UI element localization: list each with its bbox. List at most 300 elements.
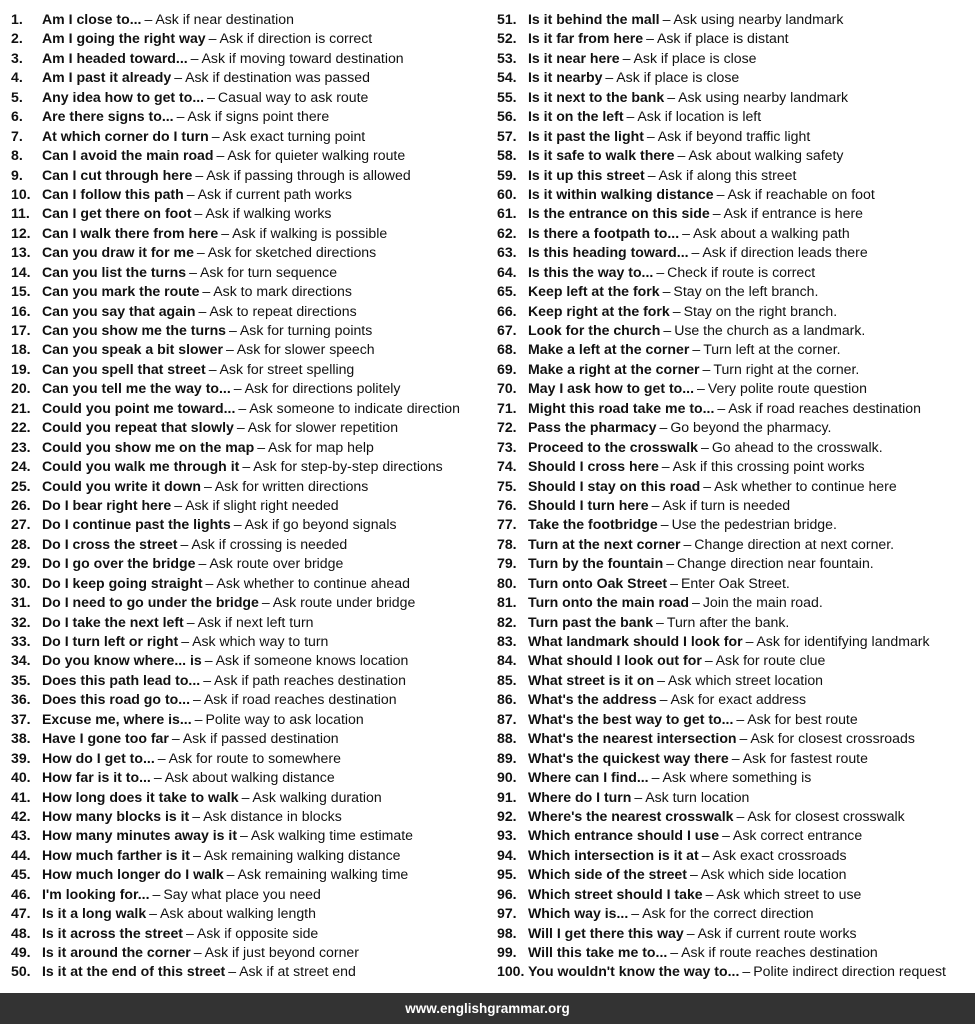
item-phrase: Can I cut through here [42, 166, 193, 183]
item-number: 79. [497, 555, 517, 572]
item-phrase: What landmark should I look for [528, 633, 743, 649]
item-number: 5. [11, 88, 23, 105]
item-number: 48. [11, 924, 31, 941]
item-separator: – [692, 594, 700, 611]
item-separator: – [261, 594, 270, 611]
item-separator: – [745, 633, 754, 649]
item-description: Ask if location is left [637, 108, 762, 125]
item-separator: – [605, 69, 614, 86]
list-item [497, 457, 969, 476]
item-separator: – [144, 11, 153, 27]
item-description: Turn after the bank. [666, 613, 790, 630]
item-number: 60. [497, 185, 517, 202]
item-phrase: How many minutes away is it [42, 827, 238, 844]
item-phrase: What's the nearest intersection [528, 730, 737, 747]
item-separator: – [198, 302, 207, 319]
item-separator: – [697, 380, 705, 397]
item-phrase: Is there a footpath to... [528, 224, 680, 241]
item-number: 74. [497, 458, 517, 475]
item-number: 6. [11, 108, 23, 125]
item-number: 10. [11, 185, 31, 202]
item-phrase: Is this heading toward... [528, 244, 689, 261]
list-item [497, 535, 969, 554]
list-item [497, 515, 969, 534]
item-description: Ask if near destination [155, 11, 294, 27]
item-number: 76. [497, 496, 517, 513]
item-separator: – [651, 496, 660, 513]
item-number: 18. [11, 341, 31, 358]
item-separator: – [196, 244, 205, 261]
item-number: 51. [497, 11, 517, 27]
item-phrase: Do I keep going straight [42, 574, 203, 591]
right-column [497, 10, 969, 982]
item-phrase: What should I look out for [528, 652, 702, 669]
item-number: 72. [497, 419, 517, 436]
item-phrase: Should I turn here [528, 496, 649, 513]
item-separator: – [216, 147, 225, 164]
item-description: Ask if just beyond corner [204, 944, 359, 960]
item-separator: – [157, 749, 166, 766]
item-description: Ask if passing through is allowed [206, 166, 411, 183]
item-phrase: Can you draw it for me [42, 244, 194, 261]
item-number: 62. [497, 224, 517, 241]
item-separator: – [622, 49, 631, 66]
item-separator: – [171, 730, 180, 747]
item-phrase: Is it within walking distance [528, 185, 714, 202]
item-description: Ask using nearby landmark [678, 88, 849, 105]
list-item [497, 768, 969, 787]
item-number: 81. [497, 594, 517, 611]
item-number: 84. [497, 652, 517, 669]
item-separator: – [736, 807, 745, 824]
list-item [11, 807, 489, 826]
item-separator: – [208, 360, 217, 377]
item-description: Casual way to ask route [217, 88, 369, 105]
item-number: 19. [11, 360, 31, 377]
item-description: Polite indirect direction request [753, 963, 946, 980]
item-separator: – [666, 555, 675, 572]
item-separator: – [646, 127, 655, 144]
list-item [11, 399, 489, 418]
item-separator: – [626, 108, 635, 125]
item-number: 80. [497, 574, 517, 591]
item-number: 95. [497, 866, 517, 883]
item-phrase: How far is it to... [42, 769, 151, 786]
item-separator: – [228, 963, 237, 980]
item-phrase: Where's the nearest crosswalk [528, 807, 734, 824]
item-phrase: Do I turn left or right [42, 633, 179, 649]
item-number: 32. [11, 613, 31, 630]
item-phrase: Could you write it down [42, 477, 201, 494]
item-description: Ask if destination was passed [185, 69, 370, 86]
item-description: Ask exact turning point [222, 127, 366, 144]
item-phrase: Is it up this street [528, 166, 645, 183]
item-number: 31. [11, 594, 31, 611]
list-item [11, 477, 489, 496]
item-description: Ask someone to indicate direction [249, 399, 460, 416]
item-description: Ask if along this street [658, 166, 797, 183]
item-number: 97. [497, 905, 517, 922]
item-description: Ask if next left turn [197, 613, 314, 630]
item-description: Ask if turn is needed [662, 496, 791, 513]
list-item [11, 749, 489, 768]
item-separator: – [683, 535, 692, 552]
item-description: Ask for best route [747, 710, 858, 727]
item-separator: – [656, 263, 665, 280]
item-description: Ask whether to continue ahead [216, 574, 410, 591]
list-item [497, 418, 969, 437]
item-description: Ask remaining walking distance [203, 846, 401, 863]
item-phrase: Can I follow this path [42, 185, 184, 202]
item-separator: – [662, 11, 671, 27]
item-number: 73. [497, 438, 517, 455]
item-description: Ask walking time estimate [250, 827, 414, 844]
list-item [497, 690, 969, 709]
item-phrase: Will I get there this way [528, 924, 684, 941]
list-item [497, 710, 969, 729]
item-number: 36. [11, 691, 31, 708]
item-description: Ask for street spelling [219, 360, 355, 377]
list-item [11, 904, 489, 923]
item-description: Ask for turning points [239, 322, 373, 338]
item-separator: – [208, 30, 217, 47]
item-phrase: Might this road take me to... [528, 399, 715, 416]
item-separator: – [742, 963, 751, 980]
item-description: Ask for fastest route [742, 749, 868, 766]
item-phrase: Is it nearby [528, 69, 603, 86]
item-number: 91. [497, 788, 517, 805]
item-number: 34. [11, 652, 31, 669]
item-phrase: What's the address [528, 691, 657, 708]
item-phrase: Take the footbridge [528, 516, 658, 533]
item-description: Ask if current route works [697, 924, 857, 941]
item-number: 50. [11, 963, 31, 980]
item-number: 59. [497, 166, 517, 183]
item-number: 26. [11, 496, 31, 513]
item-separator: – [221, 224, 230, 241]
list-item [11, 865, 489, 884]
item-description: Ask if place is close [633, 49, 757, 66]
item-phrase: Look for the church [528, 322, 661, 338]
item-number: 61. [497, 205, 517, 222]
item-description: Stay on the right branch. [683, 302, 838, 319]
item-separator: – [662, 283, 671, 300]
item-phrase: Make a right at the corner [528, 360, 700, 377]
list-item [497, 496, 969, 515]
item-description: Ask which street to use [716, 885, 862, 902]
item-description: Ask route over bridge [209, 555, 344, 572]
item-description: Ask if walking is possible [232, 224, 388, 241]
list-item [11, 943, 489, 962]
list-item [497, 49, 969, 68]
item-description: Ask which way to turn [192, 633, 329, 649]
item-number: 88. [497, 730, 517, 747]
list-item [497, 360, 969, 379]
list-item [11, 690, 489, 709]
item-description: Ask whether to continue here [714, 477, 897, 494]
list-item [11, 224, 489, 243]
item-description: Ask if reachable on foot [727, 185, 875, 202]
list-item [11, 535, 489, 554]
item-phrase: Could you show me on the map [42, 438, 255, 455]
item-phrase: Is it safe to walk there [528, 147, 675, 164]
item-description: Ask for identifying landmark [756, 633, 930, 649]
list-item [11, 321, 489, 340]
item-number: 47. [11, 905, 31, 922]
item-number: 35. [11, 671, 31, 688]
item-number: 21. [11, 399, 31, 416]
item-description: Ask distance in blocks [203, 807, 342, 824]
item-number: 29. [11, 555, 31, 572]
item-number: 77. [497, 516, 517, 533]
item-phrase: Keep left at the fork [528, 283, 660, 300]
item-phrase: Can you list the turns [42, 263, 187, 280]
item-number: 67. [497, 322, 517, 338]
item-description: Ask to repeat directions [209, 302, 357, 319]
item-number: 56. [497, 108, 517, 125]
item-number: 90. [497, 769, 517, 786]
item-separator: – [700, 438, 709, 455]
item-phrase: How much farther is it [42, 846, 191, 863]
item-number: 55. [497, 88, 517, 105]
item-number: 25. [11, 477, 31, 494]
list-item [497, 904, 969, 923]
item-description: Ask exact crossroads [712, 846, 847, 863]
item-number: 87. [497, 710, 517, 727]
list-item [11, 243, 489, 262]
item-phrase: How do I get to... [42, 749, 155, 766]
item-number: 63. [497, 244, 517, 261]
item-number: 58. [497, 147, 517, 164]
item-phrase: Could you walk me through it [42, 458, 240, 475]
list-item [497, 399, 969, 418]
item-description: Ask if entrance is here [723, 205, 863, 222]
item-phrase: What's the quickest way there [528, 749, 729, 766]
item-phrase: Pass the pharmacy [528, 419, 657, 436]
left-column [11, 10, 489, 982]
item-phrase: Which intersection is it at [528, 846, 699, 863]
list-item [11, 651, 489, 670]
item-number: 98. [497, 924, 517, 941]
item-phrase: Do I need to go under the bridge [42, 594, 259, 611]
list-item [497, 651, 969, 670]
item-phrase: Can you mark the route [42, 283, 200, 300]
item-separator: – [689, 866, 698, 883]
list-item [11, 496, 489, 515]
list-item [11, 885, 489, 904]
item-description: Ask which side location [700, 866, 847, 883]
item-phrase: Proceed to the crosswalk [528, 438, 698, 455]
item-phrase: Could you point me toward... [42, 399, 236, 416]
item-description: Polite way to ask location [205, 710, 364, 727]
item-separator: – [203, 477, 212, 494]
list-item [497, 671, 969, 690]
list-item [11, 457, 489, 476]
list-item [497, 865, 969, 884]
list-item [497, 107, 969, 126]
item-number: 7. [11, 127, 23, 144]
item-number: 20. [11, 380, 31, 397]
item-description: Ask for written directions [214, 477, 369, 494]
item-phrase: Is this the way to... [528, 263, 654, 280]
item-description: Ask if road reaches destination [203, 691, 397, 708]
list-item [11, 632, 489, 651]
item-description: Very polite route question [707, 380, 867, 397]
item-phrase: Is it far from here [528, 30, 644, 47]
item-phrase: Are there signs to... [42, 108, 174, 125]
item-separator: – [194, 710, 203, 727]
list-item [497, 204, 969, 223]
item-description: Ask for turn sequence [199, 263, 338, 280]
item-separator: – [226, 866, 235, 883]
item-phrase: Do you know where... is [42, 652, 202, 669]
item-phrase: Where do I turn [528, 788, 632, 805]
item-separator: – [193, 691, 201, 708]
list-item [497, 282, 969, 301]
list-item [11, 962, 489, 981]
item-number: 93. [497, 827, 517, 844]
list-item [11, 574, 489, 593]
list-item [11, 185, 489, 204]
item-separator: – [149, 905, 158, 922]
item-separator: – [717, 399, 726, 416]
item-number: 100. [497, 963, 525, 980]
item-description: Ask for directions politely [244, 380, 401, 397]
item-description: Ask where something is [662, 769, 812, 786]
item-number: 12. [11, 224, 31, 241]
item-separator: – [190, 49, 199, 66]
item-number: 8. [11, 147, 23, 164]
item-number: 9. [11, 166, 23, 183]
item-phrase: Is it across the street [42, 924, 183, 941]
item-number: 65. [497, 283, 517, 300]
item-separator: – [233, 380, 242, 397]
item-number: 85. [497, 671, 517, 688]
item-separator: – [229, 322, 237, 338]
item-number: 40. [11, 769, 31, 786]
item-description: Ask about walking safety [688, 147, 844, 164]
item-separator: – [174, 496, 183, 513]
item-number: 43. [11, 827, 31, 844]
item-separator: – [186, 185, 195, 202]
item-phrase: Where can I find... [528, 769, 649, 786]
item-number: 75. [497, 477, 517, 494]
list-item [497, 263, 969, 282]
item-description: Ask if signs point there [187, 108, 330, 125]
item-number: 28. [11, 535, 31, 552]
item-separator: – [180, 535, 189, 552]
item-phrase: Can you spell that street [42, 360, 206, 377]
list-item [11, 49, 489, 68]
item-separator: – [204, 652, 213, 669]
list-item [497, 10, 969, 29]
item-description: Ask if slight right needed [185, 496, 339, 513]
list-item [11, 418, 489, 437]
item-description: Ask if go beyond signals [244, 516, 397, 533]
item-number: 53. [497, 49, 517, 66]
list-item [497, 943, 969, 962]
item-phrase: Am I past it already [42, 69, 172, 86]
item-number: 69. [497, 360, 517, 377]
item-separator: – [691, 244, 700, 261]
item-phrase: Do I continue past the lights [42, 516, 231, 533]
item-description: Ask if beyond traffic light [657, 127, 811, 144]
item-number: 2. [11, 30, 23, 47]
list-item [497, 574, 969, 593]
item-separator: – [236, 419, 245, 436]
item-number: 22. [11, 419, 31, 436]
list-item [497, 146, 969, 165]
item-separator: – [240, 827, 248, 844]
item-phrase: Is it past the light [528, 127, 644, 144]
list-item [497, 185, 969, 204]
list-item [11, 788, 489, 807]
item-separator: – [701, 846, 710, 863]
item-separator: – [211, 127, 220, 144]
list-item [11, 340, 489, 359]
item-description: Say what place you need [163, 885, 321, 902]
item-description: Ask for slower speech [236, 341, 375, 358]
item-separator: – [712, 205, 721, 222]
item-separator: – [702, 360, 711, 377]
item-description: Change direction at next corner. [694, 535, 895, 552]
list-item [497, 885, 969, 904]
item-description: Ask for quieter walking route [227, 147, 406, 164]
list-item [497, 826, 969, 845]
item-description: Ask if this crossing point works [672, 458, 865, 475]
item-phrase: Is it behind the mall [528, 11, 660, 27]
item-separator: – [205, 574, 214, 591]
item-description: Ask if crossing is needed [191, 535, 348, 552]
item-number: 94. [497, 846, 517, 863]
list-item [497, 807, 969, 826]
item-separator: – [202, 283, 211, 300]
item-phrase: Does this road go to... [42, 691, 190, 708]
item-description: Ask if opposite side [196, 924, 319, 941]
item-description: Ask route under bridge [272, 594, 416, 611]
item-description: Ask for route to somewhere [168, 749, 341, 766]
item-separator: – [189, 263, 197, 280]
list-item [497, 224, 969, 243]
item-description: Ask if someone knows location [215, 652, 409, 669]
item-description: Ask remaining walking time [237, 866, 409, 883]
item-phrase: Any idea how to get to... [42, 88, 205, 105]
item-description: Go ahead to the crosswalk. [711, 438, 883, 455]
item-description: Ask about a walking path [692, 224, 850, 241]
item-separator: – [670, 944, 679, 960]
item-description: Ask if current path works [197, 185, 352, 202]
item-separator: – [152, 885, 161, 902]
item-phrase: At which corner do I turn [42, 127, 209, 144]
item-number: 68. [497, 341, 517, 358]
item-separator: – [670, 574, 678, 591]
list-item [11, 127, 489, 146]
item-separator: – [194, 205, 203, 222]
item-description: Ask for exact address [670, 691, 807, 708]
item-separator: – [631, 905, 640, 922]
item-number: 89. [497, 749, 517, 766]
item-phrase: Is it near here [528, 49, 620, 66]
item-separator: – [731, 749, 740, 766]
item-description: Ask correct entrance [732, 827, 863, 844]
item-number: 70. [497, 380, 517, 397]
item-phrase: Am I headed toward... [42, 49, 188, 66]
item-description: Join the main road. [702, 594, 823, 611]
item-separator: – [736, 710, 745, 727]
item-number: 83. [497, 633, 517, 649]
item-separator: – [181, 633, 190, 649]
item-separator: – [716, 185, 725, 202]
